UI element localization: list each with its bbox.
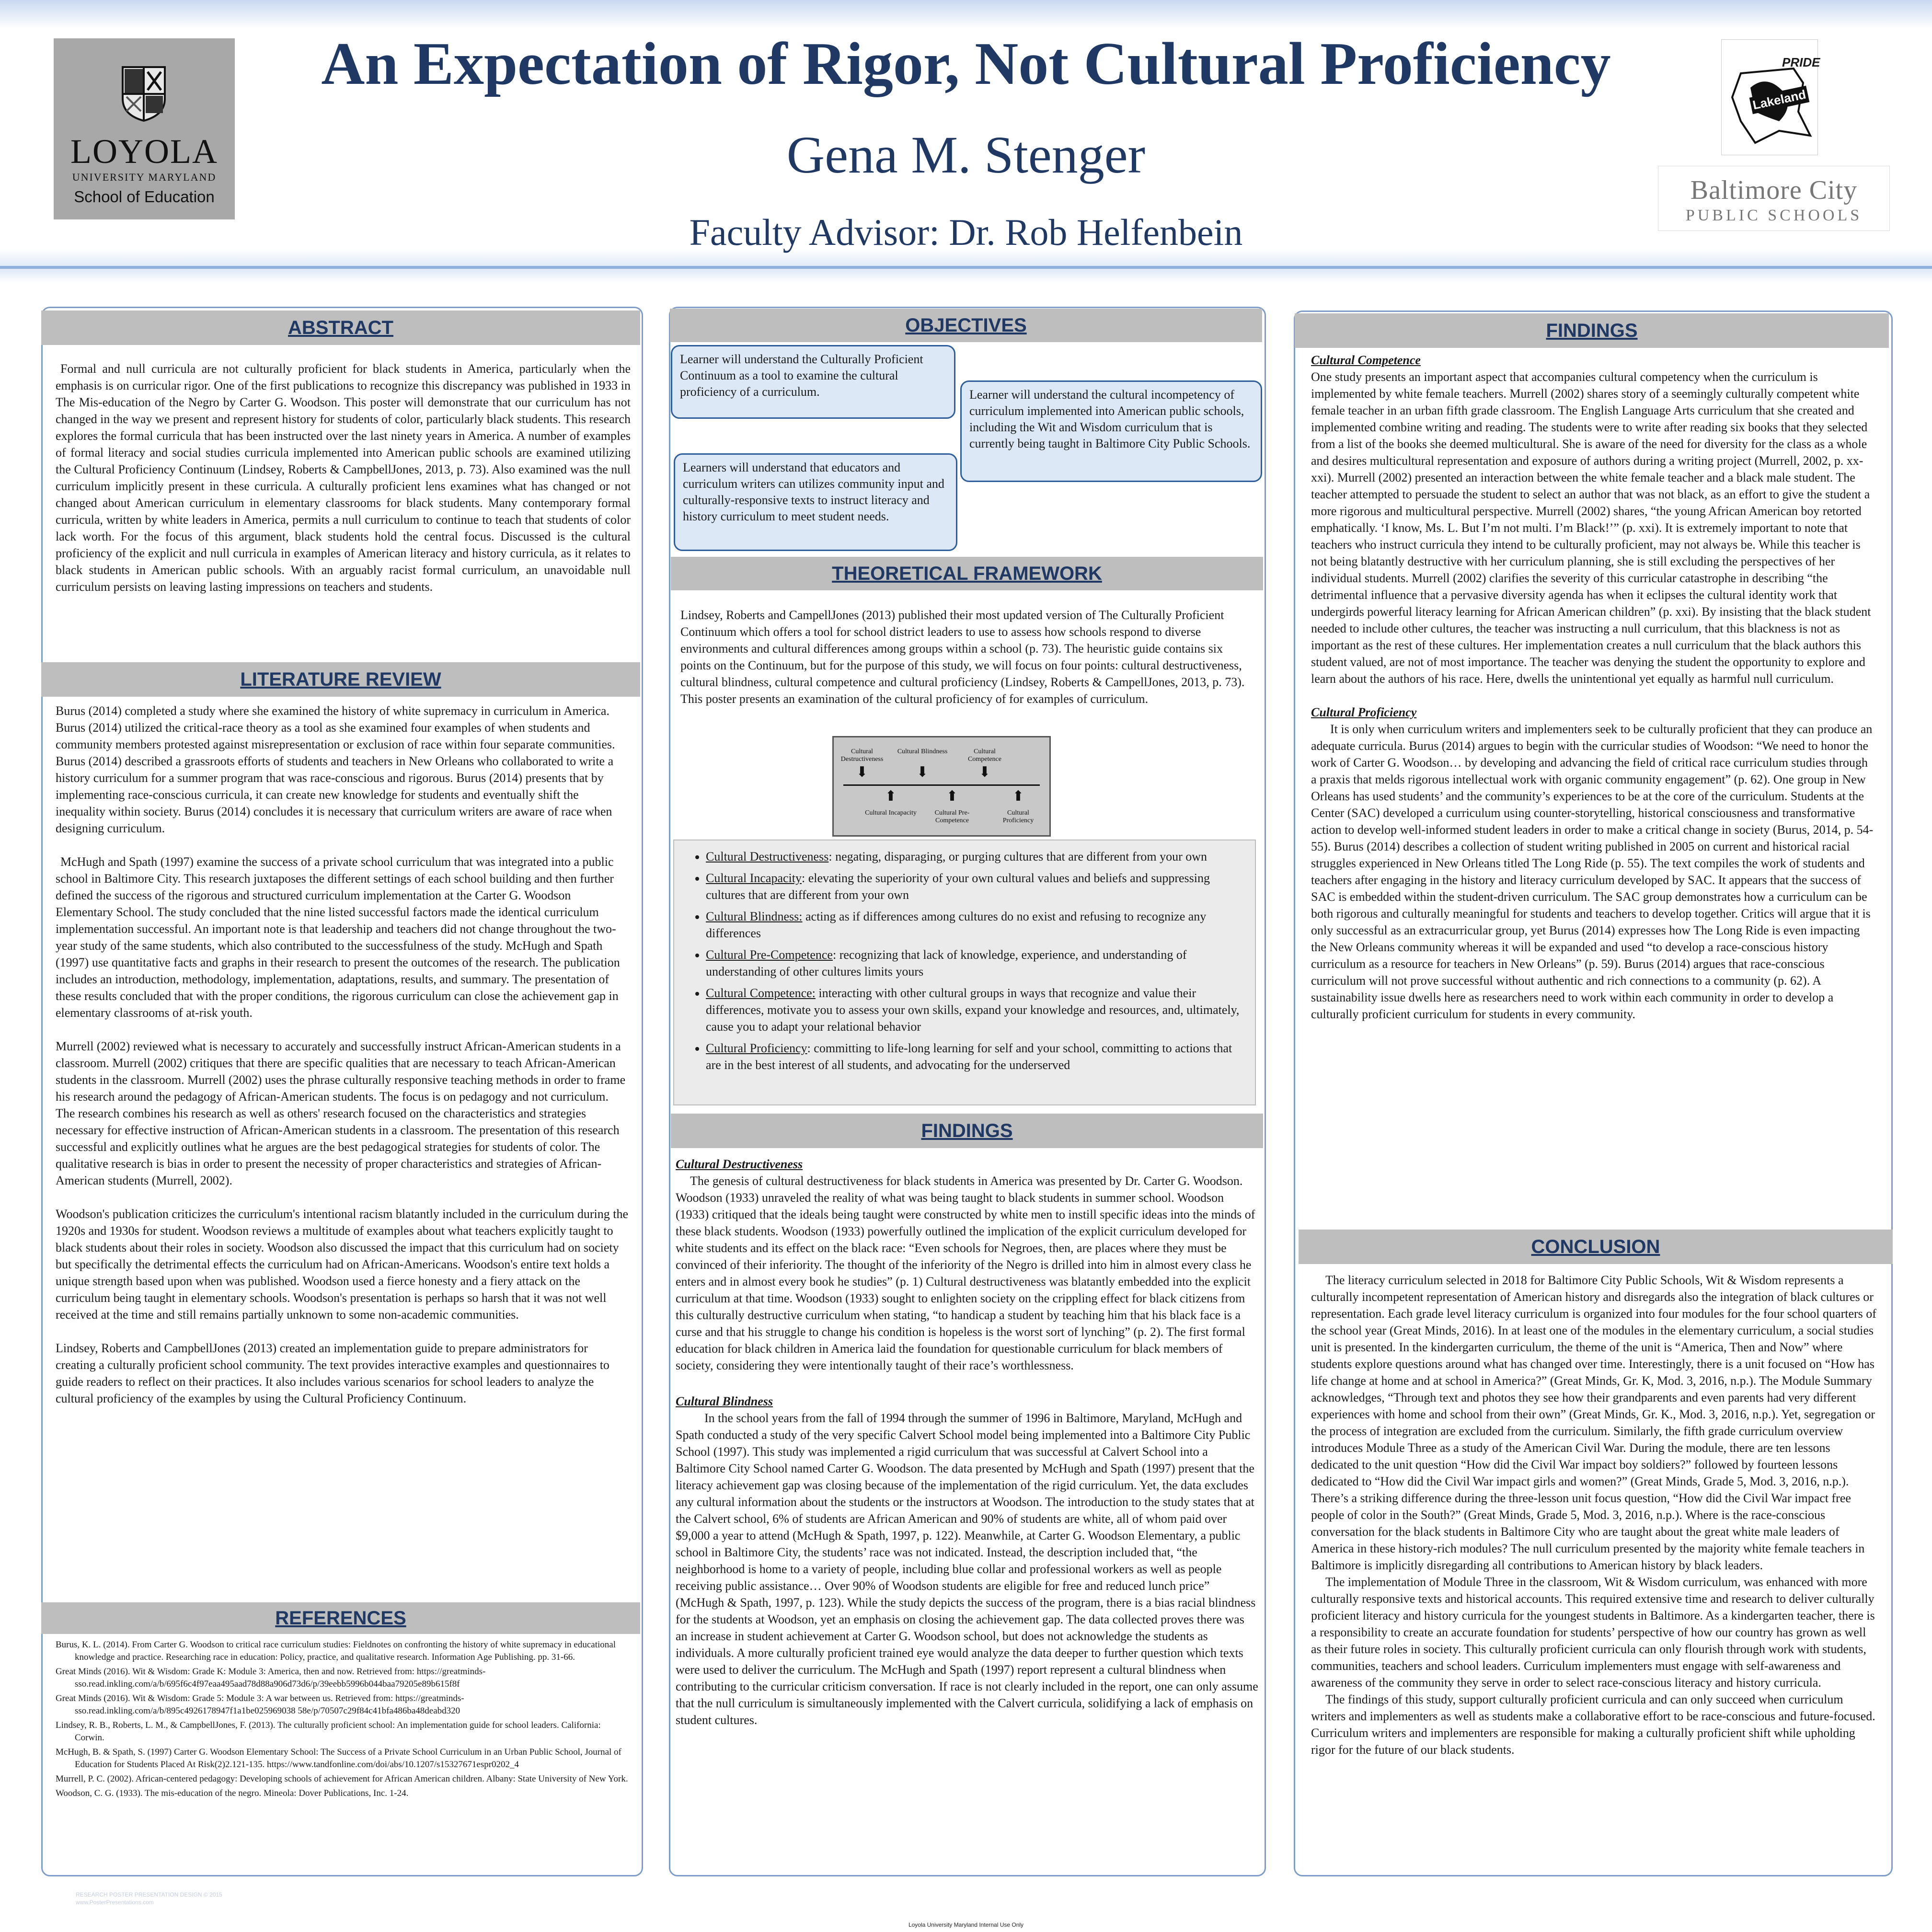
conclusion-heading: CONCLUSION — [1299, 1230, 1893, 1264]
definition-desc: : negating, disparaging, or purging cultures that are different from your own — [828, 850, 1208, 863]
definition-item — [706, 985, 1246, 1035]
lit-review-paragraph-5: Lindsey, Roberts and CampbellJones (2013) created an implementation guide to prepare administrators for creating a culturally proficient school community. The text provides interactive examples and questionnaires to guide readers to reflect on their practices. It also includes various scenarios for school leaders to analyze the cultural proficiency of the examples by using the Cultural Proficiency Continuum. — [56, 1341, 610, 1405]
conclusion-paragraph-2: The implementation of Module Three in the classroom, Wit & Wisdom curriculum, was enhanced with more culturally responsive texts and historical accounts. This required extensive time and research to deliver culturally proficient literacy and history curricula for the youngest students in Baltimore. As a kindergarten teacher, there is a responsibility to create an accurate foundation for students’ perspective of how our country has grown as well as their future roles in society. This culturally proficient curricula can only flourish through work with students, communities, teachers and school leaders. Curriculum implementers must engage with self-awareness and awareness of the community they serve in order to select race-conscious literacy and history curricula. — [1311, 1575, 1875, 1690]
template-watermark — [76, 1891, 222, 1906]
lit-review-paragraph-4: Woodson's publication criticizes the curriculum's intentional racism blatantly included in the curriculum during the 1920s and 1930s for student. Woodson reviews a multitude of examples about what teachers explicitly taught to black students about their roles in society. Woodson also discussed the impact that this curriculum had on society but specifically the detrimental effects the curriculum had on African-Americans. Woodson's entire text holds a unique strength based upon when was published. Woodson used a fierce honesty and a fiery attack on the curriculum being taught in elementary schools. Woodson's presentation is perhaps so harsh that it was not well received at the time and still remains partially unknown to some non-academic communities. — [56, 1207, 629, 1322]
abstract-heading: ABSTRACT — [41, 310, 640, 345]
poster-title: An Expectation of Rigor, Not Cultural Proficiency — [321, 31, 1611, 97]
continuum-definitions-box — [673, 840, 1256, 1105]
definition-item — [706, 870, 1246, 903]
diagram-label: Cultural Incapacity — [865, 809, 917, 816]
logo-left-name: LOYOLA — [70, 132, 218, 171]
logo-left-subtitle: UNIVERSITY MARYLAND — [72, 171, 217, 183]
definition-desc: : recognizing that lack of knowledge, experience, and understanding of understanding of other cultures limits yours — [706, 948, 1187, 978]
objective-1-box: Learner will understand the Culturally Proficient Continuum as a tool to examine the cultural proficiency of a curriculum. — [671, 345, 955, 419]
findings-destructiveness-text: The genesis of cultural destructiveness for black students in America was presented by Dr. Carter G. Woodson. Woodson (1933) unraveled the reality of what was being taught to black students in summer school. Woodson (1933) critiqued that the ideals being taught were constructed by white men to instill specific ideas into the minds of these black students. Woodson (1933) powerfully outlined the implication of the explicit curriculum developed for white students and its effect on the black race: “Even schools for Negroes, then, are places where they must be convinced of their inferiority. The thought of the inferiority of the Negro is drilled into him in almost every class he enters and in almost every book he studies” (p. 1) Cultural destructiveness was blatantly embedded into the explicit curriculum at that time. Woodson (1933) sought to enlighten society on the crippling effect for black citizens from this culturally destructive curriculum when stating, “to handicap a student by teaching him that his black face is a curse and that his struggle to change his condition is hopeless is the worst sort of lynching” (p. 2). The first formal education for black children in America laid the foundation for questionable curriculum for black members of society, considering they were intentionally taught of their race’s worthlessness. — [676, 1174, 1255, 1372]
arrow-up-icon: ⬆ — [946, 788, 958, 804]
definition-term: Cultural Blindness: — [706, 909, 803, 923]
literature-review-heading: LITERATURE REVIEW — [41, 662, 640, 697]
conclusion-text — [1311, 1272, 1876, 1775]
diagram-label: Cultural Pre-Competence — [934, 809, 970, 824]
loyola-logo — [54, 38, 235, 219]
shield-icon — [121, 65, 167, 123]
header-divider — [0, 266, 1932, 269]
diagram-label: Cultural Destructiveness — [840, 748, 884, 763]
logo-left-school: School of Education — [74, 188, 215, 206]
objectives-heading: OBJECTIVES — [670, 309, 1262, 342]
objective-3-box: Learners will understand that educators and curriculum writers can utilizes community input and culturally-responsive texts to instruct literacy and history curriculum to meet student needs. — [674, 453, 957, 551]
findings-middle-text — [676, 1156, 1258, 1745]
cultural-proficiency-continuum-diagram — [832, 736, 1051, 837]
definition-term: Cultural Proficiency — [706, 1041, 807, 1055]
arrow-down-icon: ⬇ — [978, 764, 991, 780]
definition-term: Cultural Destructiveness — [706, 850, 829, 863]
findings-subheading-blindness: Cultural Blindness — [676, 1394, 773, 1408]
theoretical-framework-text: Lindsey, Roberts and CampellJones (2013) published their most updated version of The Culturally Proficient Continuum which offers a tool for school district leaders to use to assess how schools respond to diverse environments and cultural differences among groups within a school (p. 73). The heuristic guide contains six points on the Continuum, but for the purpose of this study, we will focus on four points: cultural destructiveness, cultural blindness, cultural competence and cultural proficiency (Lindsey, Roberts & CampellJones, 2013, p. 73). This poster presents an examination of the cultural proficiency of for examples of curriculum. — [680, 608, 1245, 706]
reference-item: Lindsey, R. B., Roberts, L. M., & CampbellJones, F. (2013). The culturally proficient school: An implementation guide for school leaders. California: Corwin. — [56, 1720, 601, 1743]
findings-subheading-proficiency: Cultural Proficiency — [1311, 705, 1417, 719]
footer-notice: Loyola University Maryland Internal Use Only — [908, 1921, 1024, 1928]
abstract-body: Formal and null curricula are not culturally proficient for black students in America, particularly when the emphasis is on curricular rigor. One of the first publications to recognize this discrepancy was published in 1933 in The Mis-education of the Negro by Carter G. Woodson. This poster will demonstrate that our curriculum has not changed in the way we present and represent history for students of color, particularly black students. This research explores the formal curricula that has been instructed over the last ninety years in America. A number of examples of formal literacy and social studies curricula implemented into American public schools are examined utilizing the Cultural Proficiency Continuum (Lindsey, Roberts & CampbellJones, 2013, p. 73). Also examined was the null curriculum implicitly present in these curricula. A culturally proficient lens examines what has changed or not changed about American curriculum in elementary classrooms for black students. Many contemporary formal curricula, written by white leaders in America, permits a null curriculum to continue to teach that students of color lack worth. For the focus of this argument, black students hold the central focus. Discussed is the cultural proficiency of the explicit and null curricula in examples of American literacy and history curricula, as it relates to black students in American public schools. With an arguably racist formal curriculum, an unavoidable null curriculum persists on leaving lasting impressions on teachers and students. — [56, 362, 631, 594]
theoretical-framework-heading: THEORETICAL FRAMEWORK — [671, 557, 1263, 590]
logo-right-line1: Baltimore City — [1690, 175, 1858, 205]
findings-proficiency-text: It is only when curriculum writers and implementers seek to be culturally proficient that they can produce an adequate curricula. Burus (2014) argues to begin with the curricular studies of Woodson: “We need to honor the work of Carter G. Woodson… by developing and advancing the field of critical race curriculum studies through a praxis that melds rigorous intellectual work with organic community engagement” (p. 62). One group in New Orleans has used students’ and the community’s experiences to be at the core of the curriculum. Students at the Center (SAC) developed a curriculum using counter-storytelling, historical consciousness and transformative action to develop well-informed student leaders in order to make a critical change in society (Burus, 2014, p. 54-55). Burus (2014) describes a collection of student writing published in 2005 on current and historical racial struggles experienced in New Orleans titled The Long Ride (p. 55). The text compiles the work of students and teachers after engaging in the history and literacy curriculum developed by SAC. It appears that the success of SAC is embedded within the student-driven curriculum. The SAC group demonstrates how a curriculum can be both rigorous and culturally meaningful for students and teachers to develop together. Critics will argue that it is only successful as an extracurricular group, yet Burus (2014) expresses how The Long Ride is even impacting the New Orleans community whereas it will be expanded and used “to develop a race-conscious history curriculum as a resource for teachers in New Orleans” (p. 59). Burus (2014) argues that race-conscious curriculum will not prove successful without authentic and rich connections to a community (p. 62). A sustainability issue dwells here as researchers need to work within each community in order to develop a culturally proficient curriculum for students in every community. — [1311, 722, 1874, 1021]
objective-2-box: Learner will understand the cultural incompetency of curriculum implemented into American public schools, including the Wit and Wisdom curriculum that is currently being taught in Baltimore City Public Schools. — [960, 380, 1262, 482]
lakeland-pride-logo — [1721, 39, 1818, 155]
literature-review-text — [56, 702, 631, 1424]
reference-item: Burus, K. L. (2014). From Carter G. Woodson to critical race curriculum studies: Fieldnotes on confronting the history of white supremacy in educational knowledge and practice. Researching race in education: Policy, practice, and qualitative research. Information Age Publishing. pp. 31-66. — [56, 1640, 616, 1662]
findings-right-heading: FINDINGS — [1295, 313, 1889, 348]
lit-review-paragraph-1: Burus (2014) completed a study where she examined the history of white supremacy in curriculum in America. Burus (2014) utilized the critical-race theory as a tool as she examined four examples of when students and community members protested against misrepresentation or exclusion of race within four separate communities. Burus (2014) described a grassroots efforts of students and teachers in New Orleans who collaborated to write a history curriculum for a summer program that was race-conscious and rigorous. Burus (2014) presents that by implementing race-conscious curricula, it can create new knowledge for students and eventually shift the inequality within society. Burus (2014) concludes it is necessary that curriculum writers are aware of race when designing curriculum. — [56, 704, 615, 835]
reference-item: Woodson, C. G. (1933). The mis-education of the negro. Mineola: Dover Publications, Inc. 1-24. — [56, 1788, 409, 1798]
definition-term: Cultural Incapacity — [706, 871, 802, 885]
watermark-line-1: RESEARCH POSTER PRESENTATION DESIGN © 2015 — [76, 1891, 222, 1898]
definition-desc: : committing to life-long learning for self and your school, committing to actions that are in the best interest of all students, and advocating for the underserved — [706, 1041, 1232, 1072]
conclusion-paragraph-1: The literacy curriculum selected in 2018 for Baltimore City Public Schools, Wit & Wisdom represents a culturally incompetent representation of American history and disregards also the integration of black cultures or representation. Each grade level literacy curriculum is organized into four modules for the four school quarters of the school year (Great Minds, 2016). In at least one of the modules in the elementary curriculum, a social studies unit is presented. In the kindergarten curriculum, the theme of the unit is “America, Then and Now” where students explore questions around what has changed over time. Interestingly, there is a unit focused on “How has life change at home and at school in America?” (Great Minds, Gr. K, Mod. 3, 2016, n.p.). The Module Summary acknowledges, “Through text and photos they see how their grandparents and even parents had very different experiences with home and school from their own” (Great Minds, Gr. K., Mod. 3, 2016, n.p.). Yet, segregation or the process of integration are excluded from the curriculum. Similarly, the fifth grade curriculum overview introduces Module Three as a study of the American Civil War. During the module, there are ten lessons dedicated to the unit question “How did the Civil War impact boy soldiers?” followed by fourteen lessons dedicated to “How did the Civil War impact girls and women?” (Great Minds, Grade 5, Mod. 3, 2016, n.p.). There’s a striking difference during the three-lesson unit focus question, “How did the Civil War impact free people of color in the South?” (Great Minds, Grade 5, Mod. 3, 2016, n.p.). Where is the race-conscious conversation for the black students in Baltimore City who are taught about the great white male leaders of America in these history-rich modules? The null curriculum presented by the majority white female teachers in Baltimore is implicitly disregarding all contributions to American history by black leaders. — [1311, 1273, 1876, 1572]
definition-desc: interacting with other cultural groups in ways that recognize and value their differences, motivate you to assess your own skills, expand your knowledge and resources, and, ultimately, cause you to adapt your relational behavior — [706, 986, 1240, 1034]
references-heading: REFERENCES — [41, 1602, 640, 1634]
definitions-list — [689, 848, 1246, 1073]
findings-subheading-destructiveness: Cultural Destructiveness — [676, 1157, 803, 1171]
findings-subheading-competence: Cultural Competence — [1311, 353, 1421, 367]
lit-review-paragraph-2: McHugh and Spath (1997) examine the success of a private school curriculum that was integrated into a public school in Baltimore City. This research juxtaposes the different settings of each school building and then further defined the success of the rigorous and structured curriculum implementation at the Carter G. Woodson Elementary School. The study concluded that the nine listed successful factors made the identical curriculum implementation successful. An important note is that leadership and teachers did not change throughout the two-year study of the same students, which also contributed to the successfulness of the study. McHugh and Spath (1997) use quantitative facts and graphs in their research to present the outcomes of the research. The publication includes an introduction, methodology, implementation, adaptations, results, and summary. The presentation of these results concluded that with the proper conditions, the rigorous curriculum can close the achievement gap in elementary classrooms of at-risk youth. — [56, 855, 620, 1020]
references-list — [56, 1639, 631, 1802]
watermark-line-2: www.PosterPresentations.com — [76, 1899, 154, 1906]
logo-right-line2: PUBLIC SCHOOLS — [1685, 207, 1863, 224]
poster-author: Gena M. Stenger — [786, 126, 1146, 184]
definition-item — [706, 848, 1246, 865]
logo-lakeland-text: Lakeland — [1749, 86, 1809, 114]
reference-item: McHugh, B. & Spath, S. (1997) Carter G. Woodson Elementary School: The Success of a Private School Curriculum in an Urban Public School, Journal of Education for Students Placed At Risk(2)2.121-135. https://www.tandfonline.com/doi/abs/10.1207/s15327671espr0202_4 — [56, 1747, 621, 1770]
baltimore-city-schools-logo — [1658, 166, 1890, 231]
findings-right-text — [1311, 352, 1876, 1039]
conclusion-paragraph-3: The findings of this study, support culturally proficient curricula and can only succeed when curriculum writers and implementers as well as students make a collaborative effort to be race-conscious and future-focused. Curriculum writers and implementers are responsible for making a culturally proficient shift while upholding rigor for the future of our black students. — [1311, 1692, 1875, 1757]
arrow-up-icon: ⬆ — [885, 788, 897, 804]
reference-item: Great Minds (2016). Wit & Wisdom: Grade 5: Module 3: A war between us. Retrieved from: https://greatminds-sso.read.inkling.com/a/b/895c4926178947f1a1be025969038 58e/p/70507c29f84c41bfa486ba48deabd320 — [56, 1693, 464, 1716]
definition-desc: acting as if differences among cultures do no exist and refusing to recognize any differences — [706, 909, 1207, 940]
findings-middle-heading: FINDINGS — [671, 1114, 1263, 1148]
definition-item — [706, 946, 1246, 980]
reference-item: Great Minds (2016). Wit & Wisdom: Grade K: Module 3: America, then and now. Retrieved from: https://greatminds-sso.read.inkling.com/a/b/695f6c4f97eaa495aad78d88a906d73d6/p/39eebb5996b044baa79205e89b615f8f — [56, 1667, 486, 1689]
lit-review-paragraph-3: Murrell (2002) reviewed what is necessary to accurately and successfully instruct African-American students in a classroom. Murrell (2002) critiques that there are specific qualities that are necessary to teach African-American students in the classroom. Murrell (2002) uses the phrase culturally responsive teaching methods in order to frame his research around the pedagogy of African-American students. The focus is on pedagogy and not curriculum. The research combines his research as well as others' research focused on the characteristics and strategies necessary for effective instruction of African-American students in a classroom. The presentation of this research successful and explicitly outlines what he argues are the best pedagogical strategies for students of color. The qualitative research is bias in order to present the necessity of proper characteristics and strategies of African-American students (Murrell, 2002). — [56, 1039, 626, 1187]
abstract-text — [56, 360, 631, 595]
definition-item — [706, 1040, 1246, 1073]
definition-term: Cultural Pre-Competence — [706, 948, 833, 962]
definition-item — [706, 908, 1246, 942]
arrow-down-icon: ⬇ — [856, 764, 868, 780]
diagram-label: Cultural Blindness — [897, 748, 948, 755]
definition-term: Cultural Competence: — [706, 986, 816, 1000]
findings-blindness-text: In the school years from the fall of 1994 through the summer of 1996 in Baltimore, Maryland, McHugh and Spath conducted a study of the very specific Calvert School model being implemented into a Baltimore City Public School (1997). This study was implemented a rigid curriculum that was successful at Calvert School into a Baltimore City School named Carter G. Woodson. The data presented by McHugh and Spath (1997) present that the literacy achievement gap was closing because of the implementation of the rigid curriculum. Yet, the data excludes any cultural information about the students or the instructors at Woodson. The introduction to the study states that at the Calvert school, 6% of students are African American and 90% of students are white, all of whom paid over $9,000 a year to attend (McHugh & Spath, 1997, p. 122). Meanwhile, at Carter G. Woodson Elementary, a public school in Baltimore City, the students’ race was not indicated. Instead, the description included that, “the neighborhood is home to a variety of people, including blue collar and professional workers as well as people receiving public assistance… Over 90% of Woodson students are eligible for free and reduced lunch price” (McHugh & Spath, 1997, p. 123). While the study depicts the success of the program, there is a bias racial blindness for the students at Woodson, yet an emphasis on closing the achievement gap. The data collected proves there was an increase in student achievement at Carter G. Woodson school, but does not acknowledge the students as individuals. A more culturally proficient trained eye would analyze the data deeper to further question which texts were used to deliver the curriculum. The McHugh and Spath (1997) report represent a cultural blindness when contributing to the curricular criticism conversation. If race is not clearly included in the report, one can only assume that the null curriculum is simultaneously implemented with the Calvert curricula, solidifying a lack of emphasis on student cultures. — [676, 1411, 1258, 1727]
findings-competence-text: One study presents an important aspect that accompanies cultural competency when the curriculum is implemented by white female teachers. Murrell (2002) shares story of a seemingly culturally competent white female teacher in an urban fifth grade classroom. The English Language Arts curriculum that she created and implemented combine writing and reading. The students were to write after reading six books that they selected from a list of the books she deemed multicultural. She is aware of the need for diversity for the class as a whole and desires multicultural representation and exposure of authors during a writing project (Murrell, 2002, p. xx-xxi). Murrell (2002) presented an interaction between the white female teacher and a black male student. The teacher attempted to persuade the student to select an author that was not black, as an effort to give the student a more rigorous and multicultural perspective. Murrell (2002) shares, “the young African American boy retorted emphatically. ‘I know, Ms. L. But I’m not multi. I’m Black!’” (p. xxi). It is extremely important to note that teachers who instruct curricula they intend to be culturally proficient, may not always be. While this teacher is not being blatantly destructive with her curriculum planning, she is still excluding the perspectives of her individual students. Murrell (2002) clarifies the severity of this curricular catastrophe in describing “the detrimental influence that a pervasive diversity agenda has when it eclipses the cultural identity work that undergirds powerful literacy learning for African American children” (p. xxi). By insisting that the black student needed to include other cultures, the teacher was instructing a null curriculum, that this blackness is not as important as the rest of these cultures. Her implementation creates a null curriculum that the black authors this student valued, are not of most importance. The teacher was denying the student the opportunity to explore and learn about the authors of his race. Here, dwells the unintentional yet equally as harmful null curriculum. — [1311, 370, 1871, 686]
reference-item: Murrell, P. C. (2002). African-centered pedagogy: Developing schools of achievement for African American children. Albany: State University of New York. — [56, 1774, 628, 1784]
poster-advisor: Faculty Advisor: Dr. Rob Helfenbein — [689, 211, 1243, 253]
diagram-label: Cultural Proficiency — [1002, 809, 1034, 824]
arrow-up-icon: ⬆ — [1012, 788, 1024, 804]
continuum-axis — [843, 784, 1040, 786]
diagram-label: Cultural Competence — [968, 748, 1001, 763]
definition-desc: : elevating the superiority of your own cultural values and beliefs and suppressing cultures that are different from your own — [706, 871, 1210, 902]
logo-pride-text: PRIDE — [1782, 55, 1820, 69]
arrow-down-icon: ⬇ — [916, 764, 929, 780]
